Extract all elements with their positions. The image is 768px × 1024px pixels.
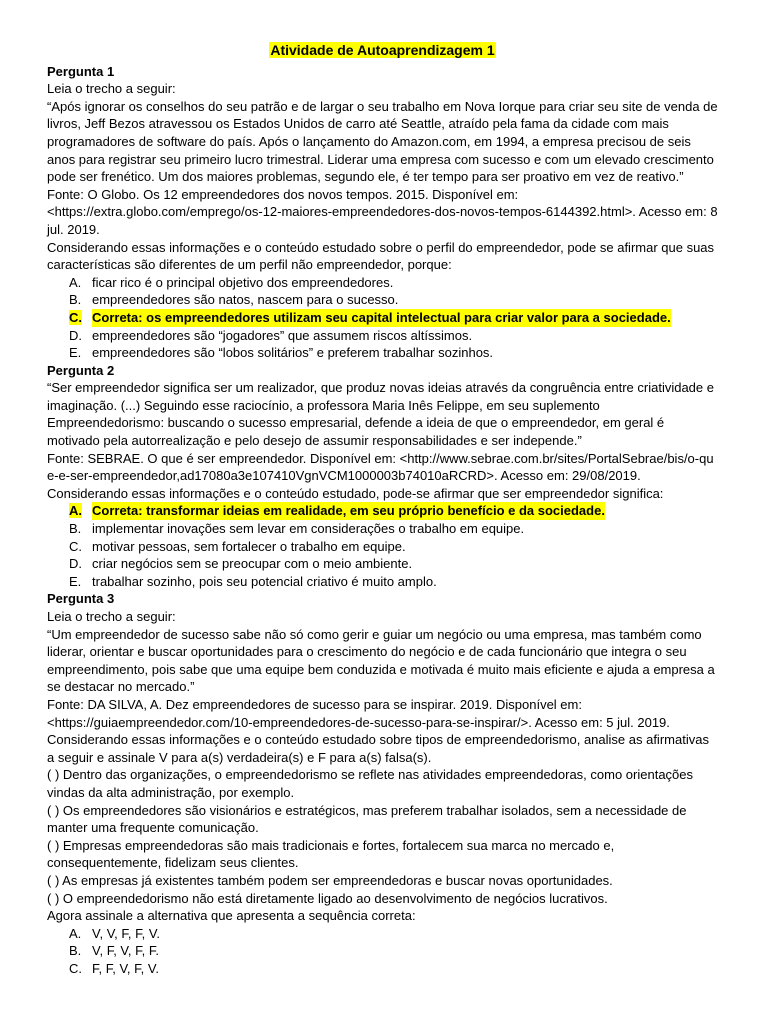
option-a: A. ficar rico é o principal objetivo dos empreendedores.	[69, 274, 394, 290]
question-2-source: Fonte: SEBRAE. O que é ser empreendedor. Disponível em: <http://www.sebrae.com.br/sites/PortalSebrae/bis/o-que-e-ser-empreendedor,ad17080a3e107410VgnVCM1000003b74010aRCRD>. Acesso em: 29/08/2019.	[47, 450, 714, 484]
option-e: E. trabalhar sozinho, pois seu potencial criativo é muito amplo.	[69, 573, 437, 589]
question-3-options	[47, 925, 718, 978]
question-1-source: Fonte: O Globo. Os 12 empreendedores dos novos tempos. 2015. Disponível em: <https://extra.globo.com/emprego/os-12-maiores-empreendedores-dos-novos-tempos-6144392.html>. Acesso em: 8 jul. 2019.	[47, 186, 718, 237]
option-b: B. implementar inovações sem levar em considerações o trabalho em equipe.	[69, 521, 525, 537]
option-c: C. F, F, V, F, V.	[69, 960, 159, 976]
document-title: Atividade de Autoaprendizagem 1	[270, 42, 495, 58]
question-1-quote: “Após ignorar os conselhos do seu patrão e de largar o seu trabalho em Nova Iorque para criar seu site de venda de livros, Jeff Bezos atravessou os Estados Unidos de carro até Seattle, atraído pela fama da cidade com mais programadores de software do país. Após o lançamento do Amazon.com, em 1994, a empresa precisou de seis anos para registrar seu primeiro lucro trimestral. Liderar uma empresa com sucesso e com um elevado crescimento pode ser frenético. Um dos maiores problemas, segundo ele, é ter tempo para ser proativo em vez de reativo.”	[47, 98, 718, 185]
option-c: C. motivar pessoas, sem fortalecer o trabalho em equipe.	[69, 538, 406, 554]
option-b: B. empreendedores são natos, nascem para o sucesso.	[69, 292, 399, 308]
statement-4: ( ) As empresas já existentes também podem ser empreendedoras e buscar novas oportunidades.	[47, 872, 613, 888]
option-e: E. empreendedores são “lobos solitários” e preferem trabalhar sozinhos.	[69, 345, 494, 361]
question-3-intro: Leia o trecho a seguir:	[47, 609, 176, 624]
option-a-correct: A. Correta: transformar ideias em realidade, em seu próprio benefício e da sociedade.	[69, 503, 605, 519]
option-b: B. V, F, V, F, F.	[69, 943, 159, 959]
question-1-options	[47, 274, 718, 362]
question-3-source: Fonte: DA SILVA, A. Dez empreendedores de sucesso para se inspirar. 2019. Disponível em: <https://guiaempreendedor.com/10-empreendedores-de-sucesso-para-se-inspirar/>. Acesso em: 5 jul. 2019.	[47, 696, 670, 730]
question-2-options	[47, 502, 718, 590]
question-1-intro: Leia o trecho a seguir:	[47, 81, 176, 97]
statement-5: ( ) O empreendedorismo não está diretamente ligado ao desenvolvimento de negócios lucrativos.	[47, 890, 608, 906]
title-block	[47, 42, 718, 60]
question-1-prompt: Considerando essas informações e o conteúdo estudado sobre o perfil do empreendedor, pode se afirmar que suas características são diferentes de um perfil não empreendedor, porque:	[47, 239, 715, 273]
question-3-instruction: Agora assinale a alternativa que apresenta a sequência correta:	[47, 908, 416, 924]
question-3-quote: “Um empreendedor de sucesso sabe não só como gerir e guiar um negócio ou uma empresa, mas também como liderar, orientar e buscar oportunidades para o crescimento do negócio e de cada funcionário que integra o seu empreendimento, pois sabe que uma equipe bem conduzida e motivada é muito mais eficiente e ajuda a empresa a se destacar no mercado.”	[47, 626, 715, 695]
question-2-prompt: Considerando essas informações e o conteúdo estudado, pode-se afirmar que ser empreendedor significa:	[47, 485, 664, 501]
statement-2: ( ) Os empreendedores são visionários e estratégicos, mas preferem trabalhar isolados, sem a necessidade de manter uma frequente comunicação.	[47, 802, 687, 836]
question-3	[47, 590, 718, 977]
question-3-prompt: Considerando essas informações e o conteúdo estudado sobre tipos de empreendedorismo, analise as afirmativas a seguir e assinale V para a(s) verdadeira(s) e F para a(s) falsa(s).	[47, 732, 709, 765]
question-3-label: Pergunta 3	[47, 591, 115, 607]
question-1-label: Pergunta 1	[47, 63, 115, 79]
option-d: D. criar negócios sem se preocupar com o meio ambiente.	[69, 556, 413, 572]
question-2-label: Pergunta 2	[47, 362, 115, 378]
option-c-correct: C. Correta: os empreendedores utilizam seu capital intelectual para criar valor para a sociedade.	[69, 309, 671, 325]
question-2-quote: “Ser empreendedor significa ser um realizador, que produz novas ideias através da congruência entre criatividade e imaginação. (...) Seguindo esse raciocínio, a professora Maria Inês Felippe, em seu suplemento Empreendedorismo: buscando o sucesso empresarial, defende a ideia de que o empreendedor, em geral é motivado pela autorrealização e pelo desejo de assumir responsabilidades e ser independe.”	[47, 380, 714, 449]
option-a: A. V, V, F, F, V.	[69, 925, 160, 941]
option-d: D. empreendedores são “jogadores” que assumem riscos altíssimos.	[69, 327, 473, 343]
question-1	[47, 63, 718, 362]
statement-3: ( ) Empresas empreendedoras são mais tradicionais e fortes, fortalecem sua marca no mercado e, consequentemente, fidelizam seus clientes.	[47, 837, 615, 871]
question-2	[47, 362, 718, 591]
statement-1: ( ) Dentro das organizações, o empreendedorismo se reflete nas atividades empreendedoras, como orientações vindas da alta administração, por exemplo.	[47, 767, 694, 800]
